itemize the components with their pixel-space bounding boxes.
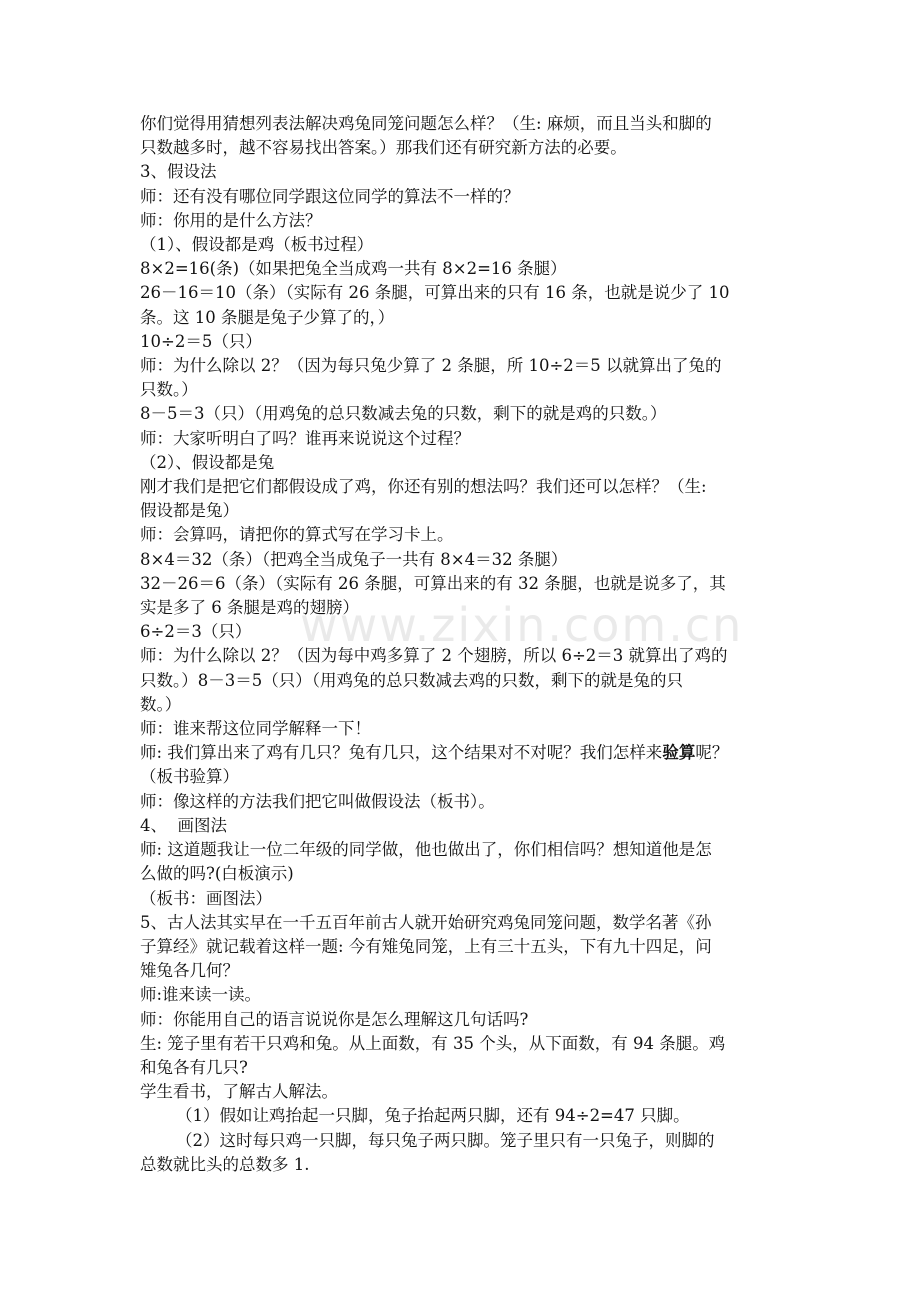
verify-line: [140, 741, 788, 765]
indented-step-1: （1）假如让鸡抬起一只脚，兔子抬起两只脚，还有 94÷2=47 只脚。: [176, 1106, 690, 1126]
text-line: 刚才我们是把它们都假设成了鸡，你还有别的想法吗？我们还可以怎样？（生:: [140, 477, 707, 497]
text-line: 生: 笼子里有若干只鸡和兔。从上面数，有 35 个头，从下面数，有 94 条腿。鸡: [140, 1033, 726, 1053]
sub-heading-chicken: （1）、假设都是鸡（板书过程）: [140, 235, 374, 255]
text-line: 和兔各有几只?: [140, 1057, 248, 1077]
text-line: 师：像这样的方法我们把它叫做假设法（板书）。: [140, 791, 495, 811]
text-line: 师：为什么除以 2？（因为每只兔少算了 2 条腿，所 10÷2＝5 以就算出了兔的: [140, 356, 722, 376]
text-line: 师：谁来帮这位同学解释一下！: [140, 719, 371, 739]
text-line: 总数就比头的总数多 1.: [140, 1154, 310, 1174]
section-heading-ancient: 5、古人法其实早在一千五百年前古人就开始研究鸡兔同笼问题，数学名著《孙: [140, 912, 712, 932]
section-heading-drawing: 4、 画图法: [140, 815, 227, 835]
text-line: 雉兔各几何？: [140, 961, 239, 981]
verify-after: 呢？: [695, 743, 729, 763]
text-line: 师：为什么除以 2？（因为每中鸡多算了 2 个翅膀，所以 6÷2＝3 就算出了鸡的: [140, 646, 728, 666]
text-line: 8×2=16(条)（如果把兔全当成鸡一共有 8×2=16 条腿）: [140, 259, 567, 279]
text-line: 师：大家听明白了吗？谁再来说说这个过程？: [140, 428, 470, 448]
verify-bold: 验算: [662, 743, 696, 763]
text-line: 师:谁来读一读。: [140, 985, 262, 1005]
text-line: 只数。）8－3＝5（只）（用鸡兔的总只数减去鸡的只数，剩下的就是兔的只: [140, 670, 683, 690]
text-line: 26－16＝10（条）（实际有 26 条腿，可算出来的只有 16 条，也就是说少了 10: [140, 283, 730, 303]
text-line: 师：你能用自己的语言说说你是怎么理解这几句话吗?: [140, 1009, 529, 1029]
text-line: 师：还有没有哪位同学跟这位同学的算法不一样的？: [140, 186, 520, 206]
text-line: 只数越多时，越不容易找出答案。）那我们还有研究新方法的必要。: [140, 138, 627, 158]
text-line: （板书验算）: [140, 767, 239, 787]
text-line: 6÷2＝3（只）: [140, 622, 252, 642]
text-line: （板书：画图法）: [140, 888, 272, 908]
text-line: 么做的吗?(白板演示): [140, 864, 294, 884]
text-line: 数。）: [140, 694, 182, 714]
text-line: 实是多了 6 条腿是鸡的翅膀）: [140, 598, 359, 618]
text-line: 学生看书，了解古人解法。: [140, 1082, 338, 1102]
text-line: 你们觉得用猜想列表法解决鸡兔同笼问题怎么样？（生: 麻烦，而且当头和脚的: [140, 114, 712, 133]
text-line: 只数。）: [140, 380, 198, 400]
text-line: 10÷2＝5（只）: [140, 331, 262, 351]
text-line: 8×4＝32（条）（把鸡全当成兔子一共有 8×4＝32 条腿）: [140, 549, 568, 569]
text-line: 8－5＝3（只）（用鸡兔的总只数减去兔的只数，剩下的就是鸡的只数。）: [140, 404, 667, 424]
text-line: 师：你用的是什么方法？: [140, 210, 322, 230]
text-line: 假设都是兔）: [140, 501, 239, 521]
document-body: [140, 112, 788, 1177]
text-line: 师: 这道题我让一位二年级的同学做，他也做出了，你们相信吗？想知道他是怎: [140, 840, 712, 860]
indented-step-2: （2）这时每只鸡一只脚，每只兔子两只脚。笼子里只有一只兔子，则脚的: [176, 1130, 715, 1150]
text-line: 师：会算吗，请把你的算式写在学习卡上。: [140, 525, 454, 545]
text-line: 32－26＝6（条）（实际有 26 条腿，可算出来的有 32 条腿，也就是说多了，其: [140, 573, 726, 593]
verify-before: 师: 我们算出来了鸡有几只？兔有几只，这个结果对不对呢？我们怎样来: [140, 743, 663, 763]
text-line: 子算经》就记载着这样一题: 今有雉兔同笼，上有三十五头，下有九十四足，问: [140, 936, 712, 956]
text-line: 条。这 10 条腿是兔子少算了的，）: [140, 307, 395, 327]
sub-heading-rabbit: （2）、假设都是兔: [140, 452, 275, 472]
watermark: www.zixin.com.cn: [300, 598, 744, 652]
section-heading-assumption: 3、假设法: [140, 162, 217, 182]
